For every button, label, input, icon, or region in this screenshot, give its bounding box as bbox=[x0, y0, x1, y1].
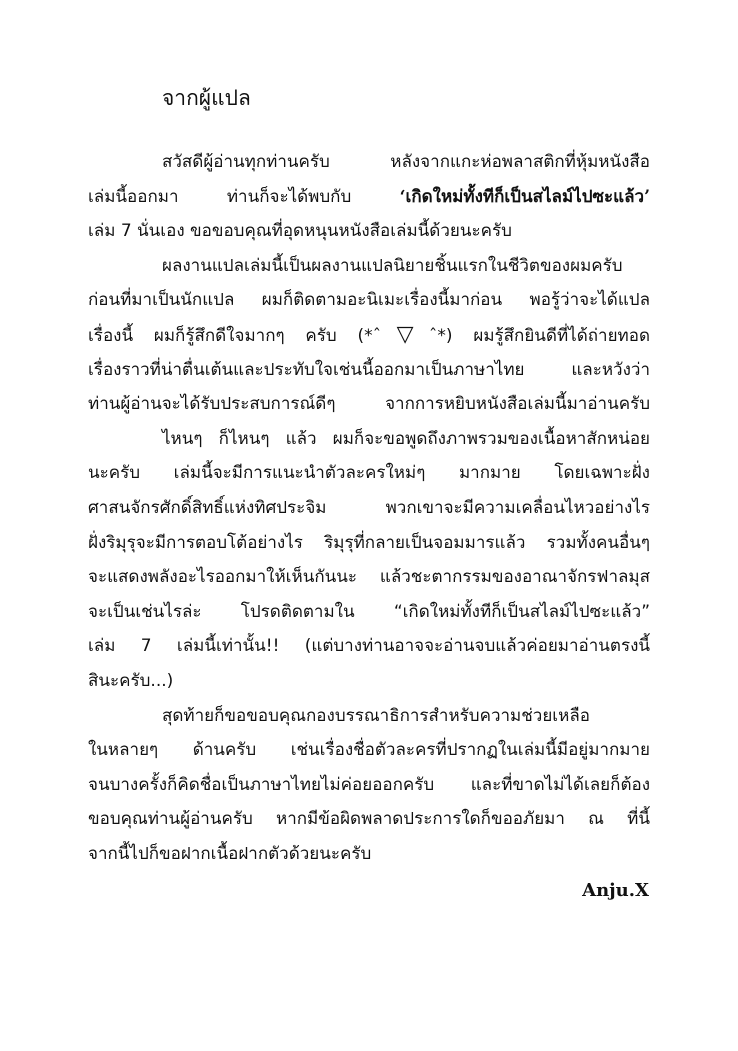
emoticon-open: (* bbox=[357, 325, 373, 346]
emoticon-hat-left: ˆ bbox=[372, 325, 382, 346]
translator-note-body bbox=[88, 145, 650, 871]
text-segment: เล่มนี้ออกมา ท่านก็จะได้พบกับ bbox=[88, 186, 400, 207]
text-line: ท่านผู้อ่านจะได้รับประสบการณ์ดีๆ จากการหยิบหนังสือเล่มนี้มาอ่านครับ bbox=[88, 394, 650, 415]
text-line: สุดท้ายก็ขอขอบคุณกองบรรณาธิการสำหรับความช่วยเหลือ bbox=[162, 705, 590, 726]
text-line: เรื่องราวที่น่าตื่นเต้นและประทับใจเช่นนี้ออกมาเป็นภาษาไทย และหวังว่า bbox=[88, 359, 650, 380]
text-line: ฝั่งริมุรุจะมีการตอบโต้อย่างไร ริมุรุที่กลายเป็นจอมมารแล้ว รวมทั้งคนอื่นๆ bbox=[88, 532, 650, 553]
text-line: ขอบคุณท่านผู้อ่านครับ หากมีข้อผิดพลาดประการใดก็ขออภัยมา ณ ที่นี้ bbox=[88, 809, 650, 830]
text-line: สวัสดีผู้อ่านทุกท่านครับ หลังจากแกะห่อพลาสติกที่หุ้มหนังสือ bbox=[162, 152, 650, 172]
emoticon bbox=[357, 321, 453, 347]
text-segment: ผมรู้สึกยินดีที่ได้ถ่ายทอด bbox=[452, 325, 650, 346]
translator-signature: Anju.X bbox=[582, 880, 649, 901]
triangle-icon: ▽ bbox=[381, 321, 429, 347]
text-line: ในหลายๆ ด้านครับ เช่นเรื่องชื่อตัวละครที่ปรากฏในเล่มนี้มีอยู่มากมาย bbox=[88, 740, 650, 761]
text-line: ผลงานแปลเล่มนี้เป็นผลงานแปลนิยายชิ้นแรกในชีวิตของผมครับ bbox=[162, 255, 623, 276]
text-line: จะแสดงพลังอะไรออกมาให้เห็นกันนะ แล้วชะตากรรมของอาณาจักรฟาลมุส bbox=[88, 567, 650, 588]
text-line: เล่ม 7 นั่นเอง ขอขอบคุณที่อุดหนุนหนังสือเล่มนี้ด้วยนะครับ bbox=[88, 221, 512, 242]
emoticon-hat-right: ˆ bbox=[428, 325, 438, 346]
page-title: จากผู้แปล bbox=[162, 86, 251, 110]
book-title-bold: ‘เกิดใหม่ทั้งทีก็เป็นสไลม์ไปซะแล้ว’ bbox=[399, 186, 650, 207]
text-line: จากนี้ไปก็ขอฝากเนื้อฝากตัวด้วยนะครับ bbox=[88, 843, 372, 864]
text-line: ก่อนที่มาเป็นนักแปล ผมก็ติดตามอะนิเมะเรื่องนี้มาก่อน พอรู้ว่าจะได้แปล bbox=[88, 290, 650, 311]
emoticon-close: *) bbox=[437, 325, 453, 346]
text-line: นะครับ เล่มนี้จะมีการแนะนำตัวละครใหม่ๆ มากมาย โดยเฉพาะฝั่ง bbox=[88, 463, 650, 484]
text-line: ไหนๆ ก็ไหนๆ แล้ว ผมก็จะขอพูดถึงภาพรวมของเนื้อหาสักหน่อย bbox=[162, 428, 650, 449]
text-line bbox=[88, 318, 650, 353]
text-line: สินะครับ...) bbox=[88, 670, 174, 691]
text-line: จนบางครั้งก็คิดชื่อเป็นภาษาไทยไม่ค่อยออกครับ และที่ขาดไม่ได้เลยก็ต้อง bbox=[88, 774, 650, 795]
text-line bbox=[88, 180, 650, 215]
text-line: เล่ม 7 เล่มนี้เท่านั้น!! (แต่บางท่านอาจจะอ่านจบแล้วค่อยมาอ่านตรงนี้ bbox=[88, 636, 650, 657]
text-segment: เรื่องนี้ ผมก็รู้สึกดีใจมากๆ ครับ bbox=[88, 325, 358, 346]
text-line: ศาสนจักรศักดิ์สิทธิ์แห่งทิศประจิม พวกเขาจะมีความเคลื่อนไหวอย่างไร bbox=[88, 497, 650, 518]
text-line: จะเป็นเช่นไรล่ะ โปรดติดตามใน “เกิดใหม่ทั้งทีก็เป็นสไลม์ไปซะแล้ว” bbox=[88, 601, 650, 622]
